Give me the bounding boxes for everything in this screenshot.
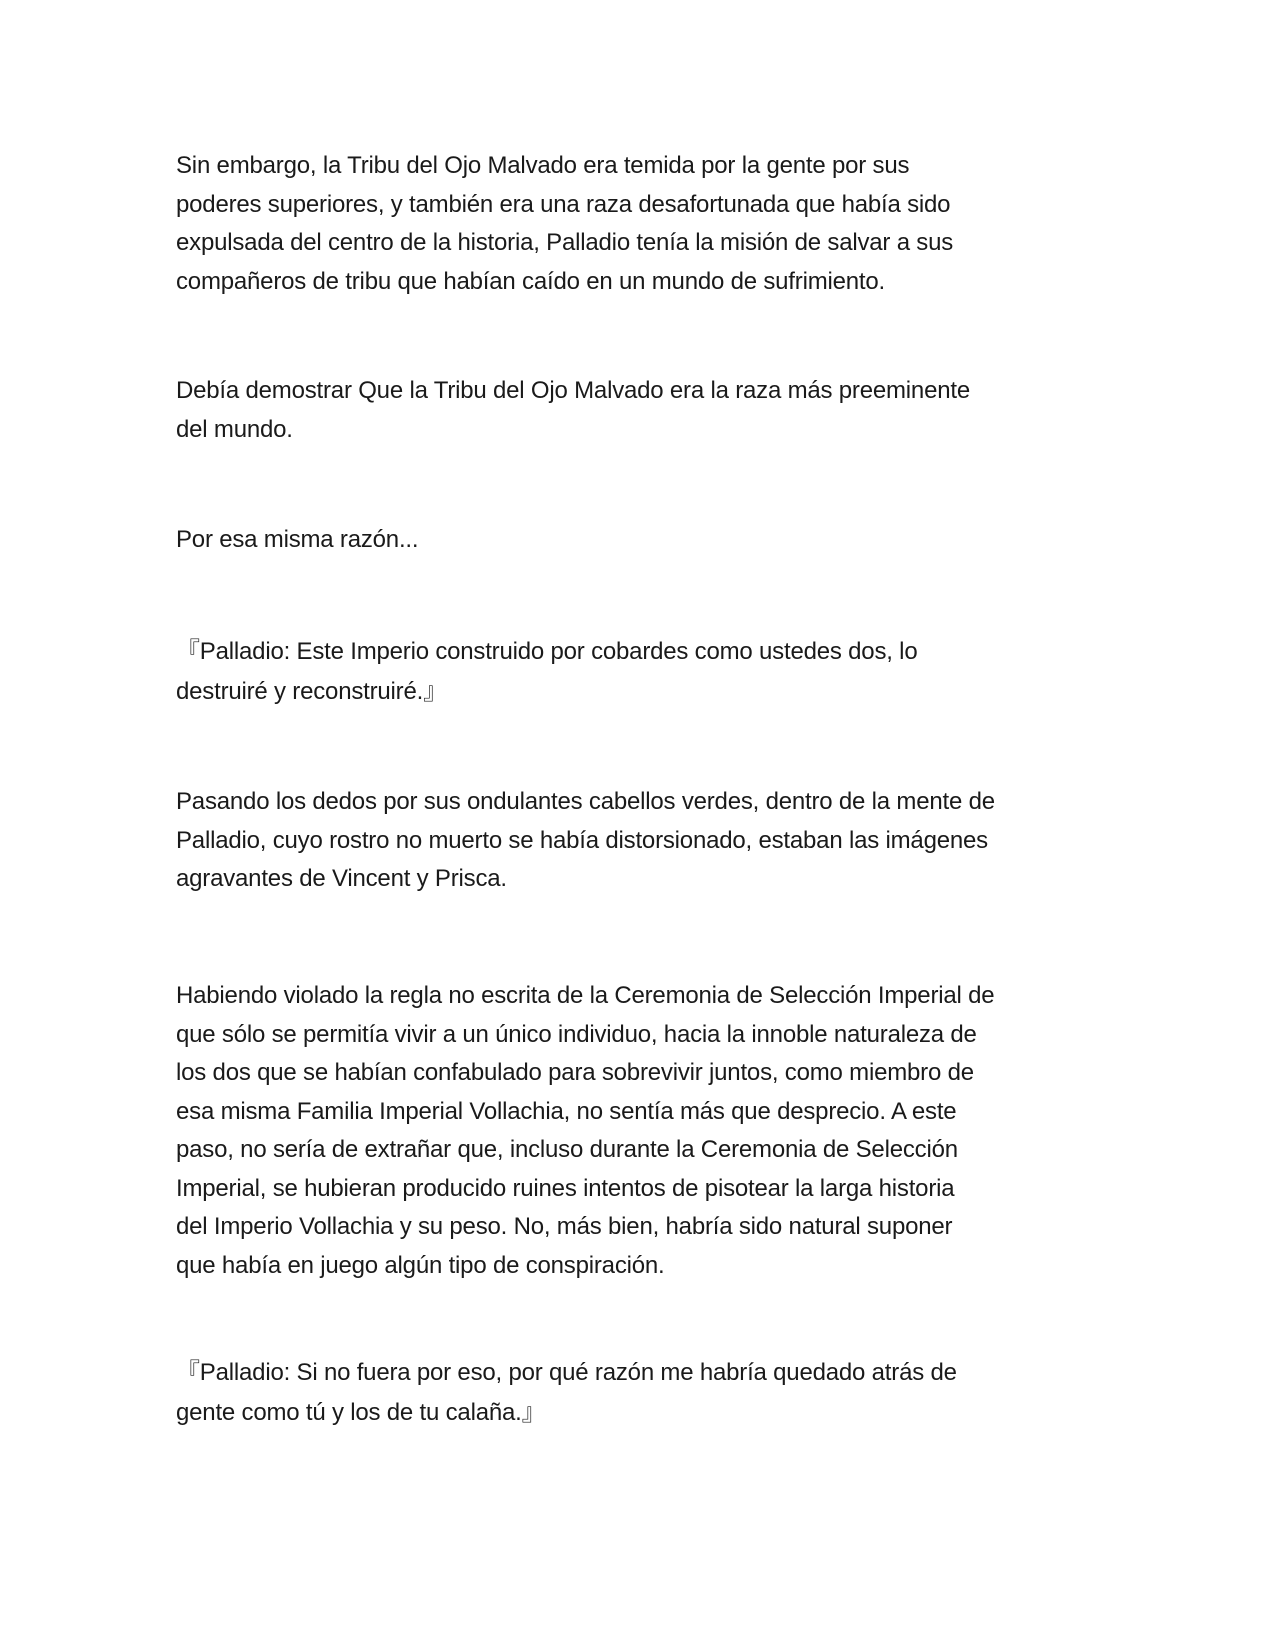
dialogue-line: gente como tú y los de tu calaña.』 [176, 1399, 546, 1426]
dialogue-2 [176, 1353, 1116, 1433]
paragraph-line: que había en juego algún tipo de conspiración. [176, 1251, 665, 1279]
paragraph-3 [176, 521, 1116, 560]
paragraph-line: Palladio, cuyo rostro no muerto se había distorsionado, estaban las imágenes [176, 826, 988, 854]
paragraph-line: esa misma Familia Imperial Vollachia, no sentía más que desprecio. A este [176, 1097, 957, 1125]
paragraph-line: Imperial, se hubieran producido ruines intentos de pisotear la larga historia [176, 1174, 955, 1202]
paragraph-5 [176, 783, 1116, 899]
paragraph-2 [176, 372, 1116, 449]
paragraph-line: que sólo se permitía vivir a un único individuo, hacia la innoble naturaleza de [176, 1020, 977, 1048]
paragraph-line: Por esa misma razón... [176, 526, 419, 553]
paragraph-line: Debía demostrar Que la Tribu del Ojo Malvado era la raza más preeminente [176, 377, 970, 404]
dialogue-1 [176, 632, 1116, 712]
paragraph-line: Pasando los dedos por sus ondulantes cabellos verdes, dentro de la mente de [176, 788, 995, 815]
dialogue-line: destruiré y reconstruiré.』 [176, 678, 447, 705]
paragraph-line: compañeros de tribu que habían caído en un mundo de sufrimiento. [176, 267, 886, 295]
paragraph-6 [176, 977, 1116, 1285]
paragraph-line: del Imperio Vollachia y su peso. No, más bien, habría sido natural suponer [176, 1213, 953, 1240]
paragraph-line: los dos que se habían confabulado para sobrevivir juntos, como miembro de [176, 1059, 974, 1086]
dialogue-line: 『Palladio: Este Imperio construido por cobardes como ustedes dos, lo [176, 638, 918, 665]
paragraph-line: agravantes de Vincent y Prisca. [176, 865, 507, 892]
dialogue-line: 『Palladio: Si no fuera por eso, por qué razón me habría quedado atrás de [176, 1359, 957, 1386]
paragraph-line: expulsada del centro de la historia, Palladio tenía la misión de salvar a sus [176, 229, 954, 256]
paragraph-1 [176, 147, 1116, 301]
paragraph-line: poderes superiores, y también era una raza desafortunada que había sido [176, 190, 951, 218]
paragraph-line: paso, no sería de extrañar que, incluso durante la Ceremonia de Selección [176, 1136, 958, 1163]
paragraph-line: Habiendo violado la regla no escrita de la Ceremonia de Selección Imperial de [176, 982, 995, 1009]
paragraph-line: Sin embargo, la Tribu del Ojo Malvado era temida por la gente por sus [176, 152, 910, 179]
paragraph-line: del mundo. [176, 415, 293, 443]
